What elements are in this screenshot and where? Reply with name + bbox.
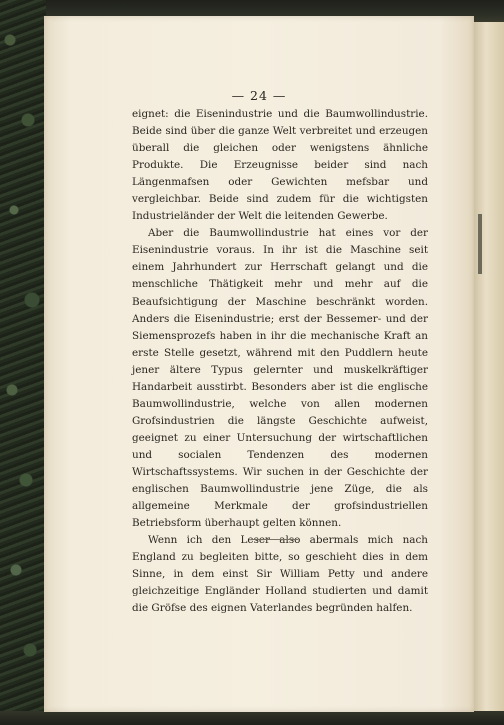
paragraph-3: Wenn ich den Leser also abermals mich nach England zu begleiten bitte, so geschieht dies in dem Sinne, in dem einst Sir William Petty und andere gleichzeitige Engländer Holland studierten und damit die Gröfse des eignen Vaterlandes begründen halfen. xyxy=(132,534,428,615)
body-text xyxy=(132,106,428,617)
edge-mark xyxy=(478,214,482,274)
paragraph-2: Aber die Baumwollindustrie hat eines vor der Eisenindustrie voraus. In ihr ist die Maschine seit einem Jahrhundert zur Herrschaft gelangt und die menschliche Thätigkeit mehr und mehr auf die Beaufsichtigung der Maschine beschränkt worden. Anders die Eisenindustrie; erst der Bessemer- und der Siemensprozefs haben in ihr die mechanische Kraft an erste Stelle gesetzt, während mit den Puddlern heute jener ältere Typus gelernter und muskelkräftiger Handarbeit ausstirbt. Besonders aber ist die englische Baumwollindustrie, welche von allen modernen Grofsindustrien die längste Geschichte aufweist, geeignet zu einer Untersuchung der wirtschaftlichen und socialen Tendenzen des modernen Wirtschaftssystems. Wir suchen in der Geschichte der englischen Baumwollindustrie jene Züge, die als allgemeine Merkmale der grofsindustriellen Betriebsform überhaupt gelten können. xyxy=(132,227,428,530)
closing-rule xyxy=(252,539,298,540)
bottom-binding xyxy=(0,711,504,725)
next-page-edge xyxy=(474,22,504,712)
page-number: — 24 — xyxy=(231,88,287,103)
paragraph-1: eignet: die Eisenindustrie und die Baumwollindustrie. Beide sind über die ganze Welt verbreitet und erzeugen überall die gleichen oder wenigstens ähnliche Produkte. Die Erzeugnisse beider sind nach Längenmafsen oder Gewichten mefsbar und vergleichbar. Beide sind zudem für die wichtigsten Industrieländer der Welt die leitenden Gewerbe. xyxy=(132,108,428,223)
marbled-cover xyxy=(0,0,46,725)
